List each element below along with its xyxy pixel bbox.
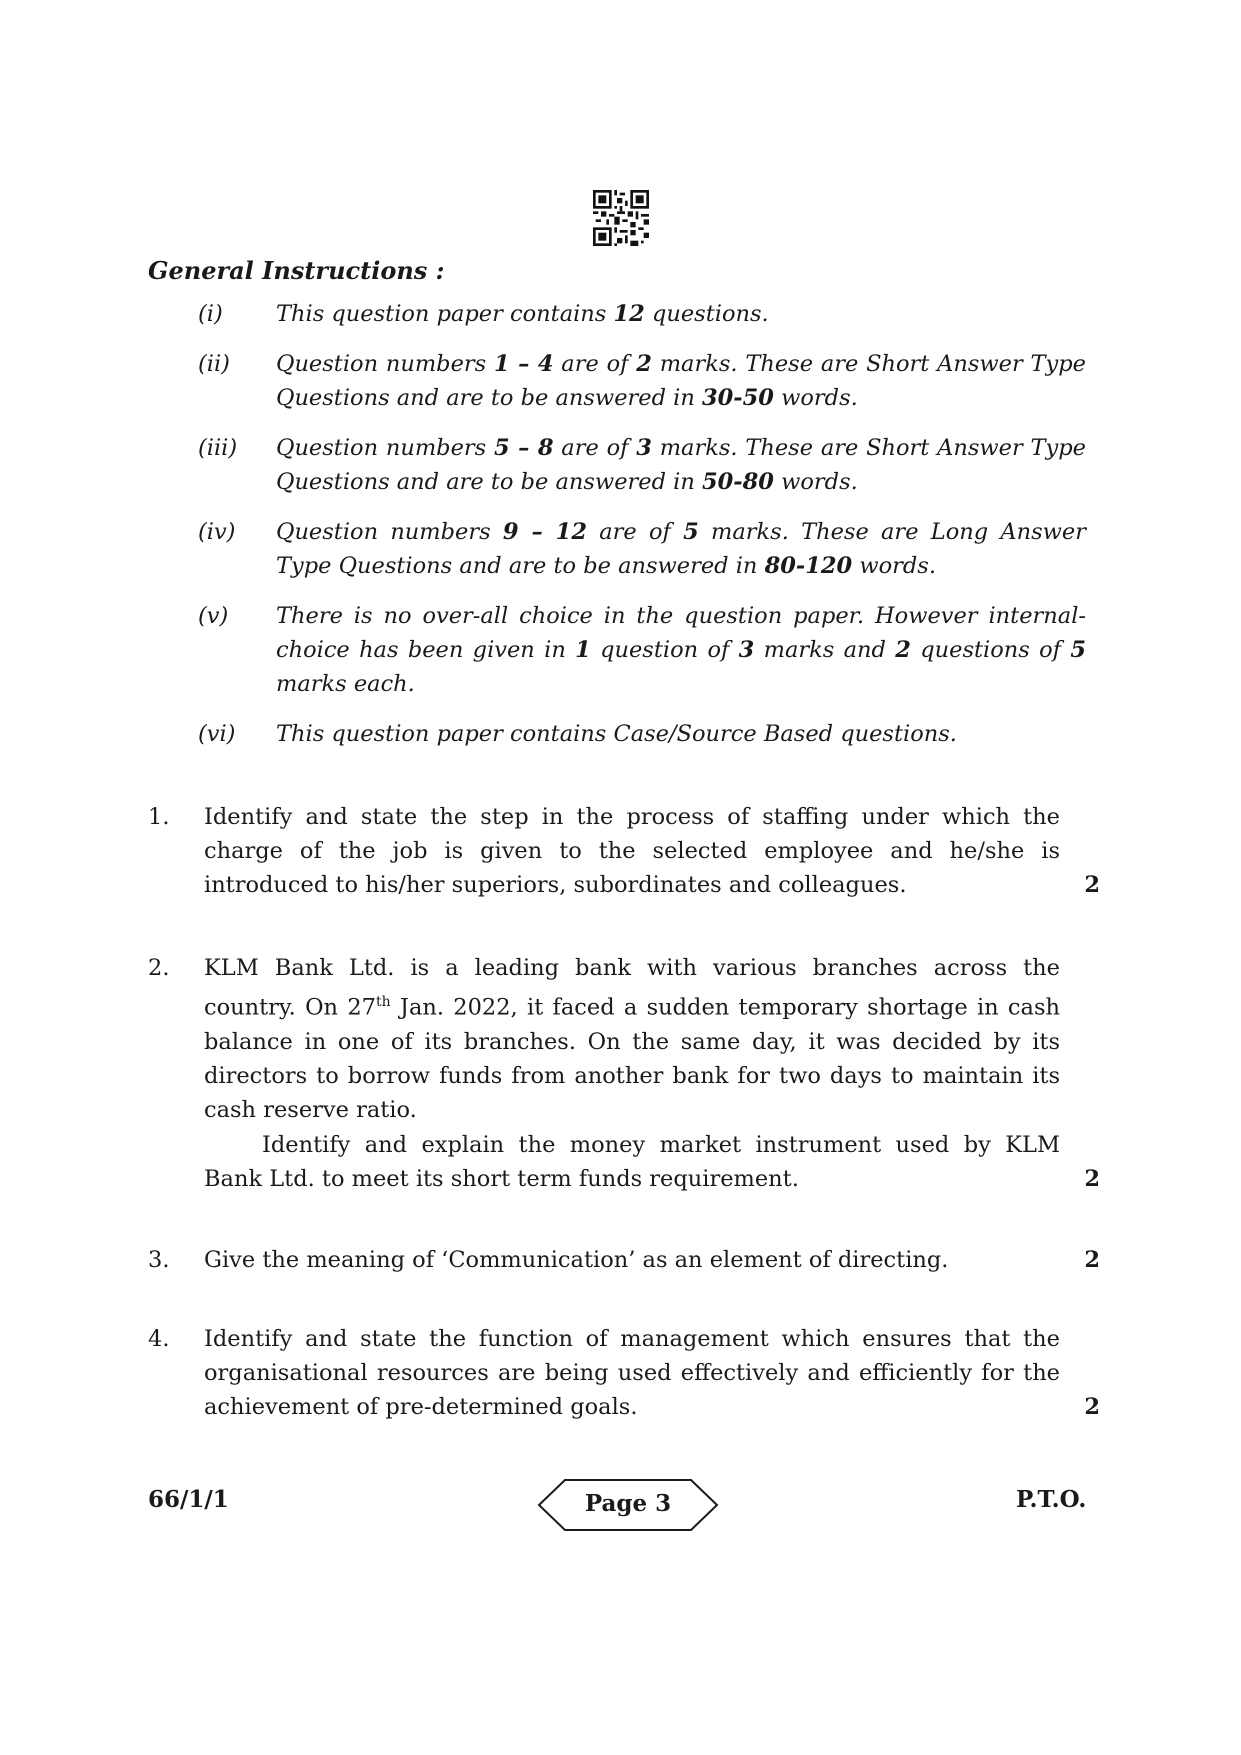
general-instructions-heading: General Instructions : <box>148 256 445 285</box>
instruction-number: (i) <box>198 301 223 327</box>
question-number: 1. <box>148 804 170 830</box>
question-subtext: Identify and explain the money market instrument used by KLM Bank Ltd. to meet its short term funds requirement. <box>204 1132 1060 1192</box>
question-marks: 2 <box>1084 872 1100 898</box>
question-number: 3. <box>148 1247 170 1273</box>
instruction-text: Question numbers 1 – 4 are of 2 marks. These are Short Answer Type Questions and are to be answered in 30-50 words. <box>276 351 1086 411</box>
instruction-text: There is no over-all choice in the question paper. However internal-choice has been given in 1 question of 3 marks and 2 questions of 5 marks each. <box>276 603 1086 697</box>
question-number: 4. <box>148 1326 170 1352</box>
instruction-number: (iii) <box>198 435 238 461</box>
instruction-item <box>198 431 1086 499</box>
question-text: KLM Bank Ltd. is a leading bank with various branches across the country. On 27th Jan. 2022, it faced a sudden temporary shortage in cash balance in one of its branches. On the same day, it was decided by its directors to borrow funds from another bank for two days to maintain its cash reserve ratio. <box>204 955 1060 1123</box>
instruction-text: This question paper contains 12 questions. <box>276 301 769 327</box>
qr-code-icon <box>593 190 649 246</box>
instruction-item <box>198 515 1086 583</box>
pto-label: P.T.O. <box>1016 1486 1087 1513</box>
question-text: Give the meaning of ‘Communication’ as an element of directing. <box>204 1247 949 1273</box>
page-number-badge <box>537 1478 719 1532</box>
question-marks: 2 <box>1084 1247 1100 1273</box>
instruction-number: (iv) <box>198 519 236 545</box>
instruction-number: (v) <box>198 603 229 629</box>
question-item <box>148 1243 1100 1277</box>
question-item <box>148 951 1100 1127</box>
question-item <box>148 1322 1100 1424</box>
question-marks: 2 <box>1084 1394 1100 1420</box>
question-text: Identify and state the step in the process of staffing under which the charge of the job is given to the selected employee and he/she is introduced to his/her superiors, subordinates and colleagues. <box>204 804 1060 898</box>
question-item <box>148 800 1100 902</box>
instruction-item <box>198 297 1086 331</box>
paper-code: 66/1/1 <box>148 1486 229 1513</box>
instruction-text: Question numbers 5 – 8 are of 3 marks. These are Short Answer Type Questions and are to be answered in 50-80 words. <box>276 435 1086 495</box>
instruction-item <box>198 717 1086 751</box>
instruction-text: Question numbers 9 – 12 are of 5 marks. These are Long Answer Type Questions and are to be answered in 80-120 words. <box>276 519 1086 579</box>
instruction-text: This question paper contains Case/Source Based questions. <box>276 721 957 747</box>
instruction-number: (ii) <box>198 351 230 377</box>
instruction-number: (vi) <box>198 721 236 747</box>
question-item <box>148 1128 1100 1196</box>
question-number: 2. <box>148 955 170 981</box>
instruction-item <box>198 347 1086 415</box>
page-number: Page 3 <box>584 1490 672 1517</box>
question-marks: 2 <box>1084 1166 1100 1192</box>
instruction-item <box>198 599 1086 701</box>
question-text: Identify and state the function of management which ensures that the organisational resources are being used effectively and efficiently for the achievement of pre-determined goals. <box>204 1326 1060 1420</box>
